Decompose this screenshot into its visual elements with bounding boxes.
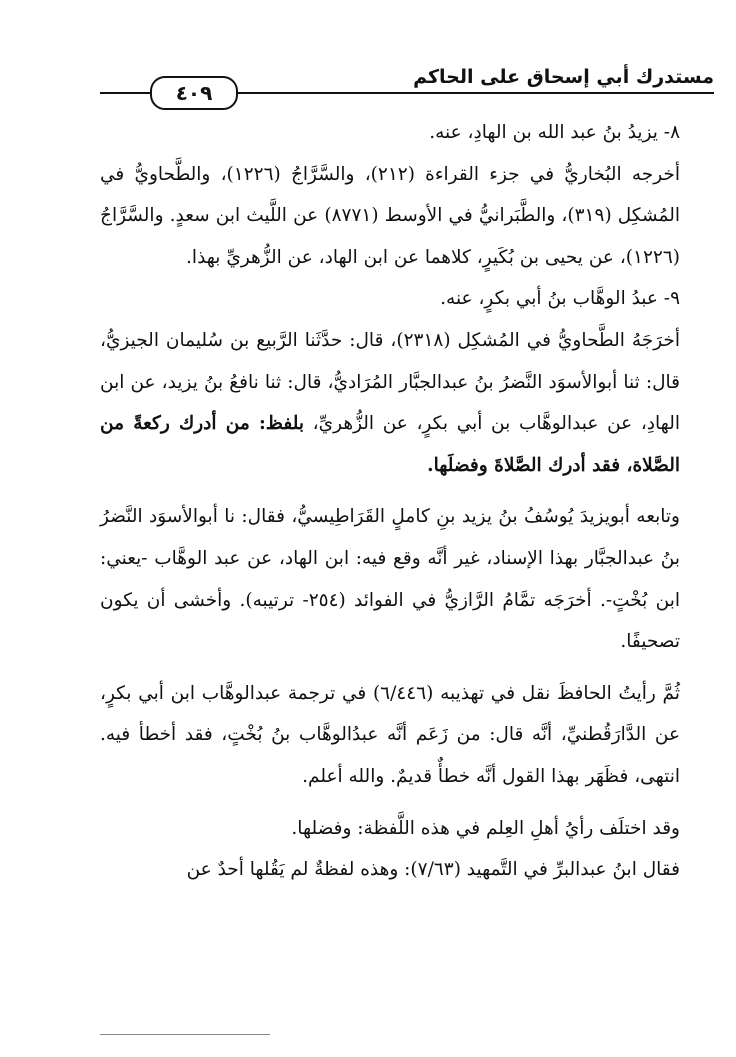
paragraph-narrator-8: ٨- يزيدُ بنُ عبد الله بن الهادِ، عنه. [429, 122, 680, 143]
page-header [100, 58, 714, 105]
paragraph-mutabaah: وتابعه أبويزيدَ يُوسُفُ بنُ يزيد بنِ كاملٍ القَرَاطِيسيُّ، فقال: نا أبوالأسوَد النَّضرُ بنُ عبدالجبَّار بهذا الإسناد، غير أنَّه وقع فيه: ابن الهاد، عن عبد الوهَّاب -يعني: ابن بُخْتٍ-. أخرَجَه تمَّامُ الرَّازيُّ في الفوائد (٢٥٤- ترتيبه). وأخشى أن يكون تصحيفًا. [100, 506, 680, 653]
paragraph-tahdhib: ثُمَّ رأيتُ الحافظَ نقل في تهذيبه (٦/٤٤٦) في ترجمة عبدالوهَّاب ابن أبي بكرٍ، عن الدَّارَقُطنيِّ، أنَّه قال: من زَعَم أنَّه عبدُالوهَّاب بنُ بُخْتٍ، فقد أخطأ فيه. انتهى، فظَهَر بهذا القول أنَّه خطأٌ قديمٌ. والله أعلم. [100, 682, 680, 787]
paragraph-takhrij-9 [100, 320, 706, 486]
body-text [100, 112, 706, 891]
paragraph-tamhid: فقال ابنُ عبدالبرِّ في التَّمهيد (٧/٦٣): وهذه لفظةٌ لم يَقُلها أحدٌ عن [186, 859, 680, 881]
footer-rule [100, 1034, 270, 1035]
page-number-badge: ٤٠٩ [150, 76, 238, 110]
paragraph-ikhtilaf: وقد اختلَف رأيُ أهلِ العِلم في هذه اللَّفظة: وفضلها. [291, 817, 680, 839]
hadith-wording: بلفظ: من أدرك ركعةً من الصَّلاة، فقد أدرك الصَّلاةَ وفضلَها. [100, 413, 680, 476]
paragraph-takhrij-8: أخرجه البُخاريُّ في جزء القراءة (٢١٢)، والسَّرَّاجُ (١٢٢٦)، والطَّحاويُّ في المُشكِل (٣١٩)، والطَّبَرانيُّ في الأوسط (٨٧٧١) عن اللَّيث ابن سعدٍ. والسَّرَّاجُ (١٢٢٦)، عن يحيى بن بُكَيرٍ، كلاهما عن ابن الهاد، عن الزُّهريِّ بهذا. [100, 163, 681, 268]
takhrij-9-text: أخرَجَهُ الطَّحاويُّ في المُشكِل (٢٣١٨)، قال: حدَّثَنا الرَّبيع بن سُليمان الجيزيُّ، قال: ثنا أبوالأسوَد النَّضرُ بنُ عبدالجبَّار المُرَاديُّ، قال: ثنا نافعُ بنُ يزيد، عن ابن الهادِ، عن عبدالوهَّاب بن أبي بكرٍ، عن الزُّهريِّ، [100, 329, 680, 435]
running-title: مستدرك أبي إسحاق على الحاكم [413, 66, 714, 88]
paragraph-narrator-9: ٩- عبدُ الوهَّاب بنُ أبي بكرٍ، عنه. [440, 288, 680, 310]
